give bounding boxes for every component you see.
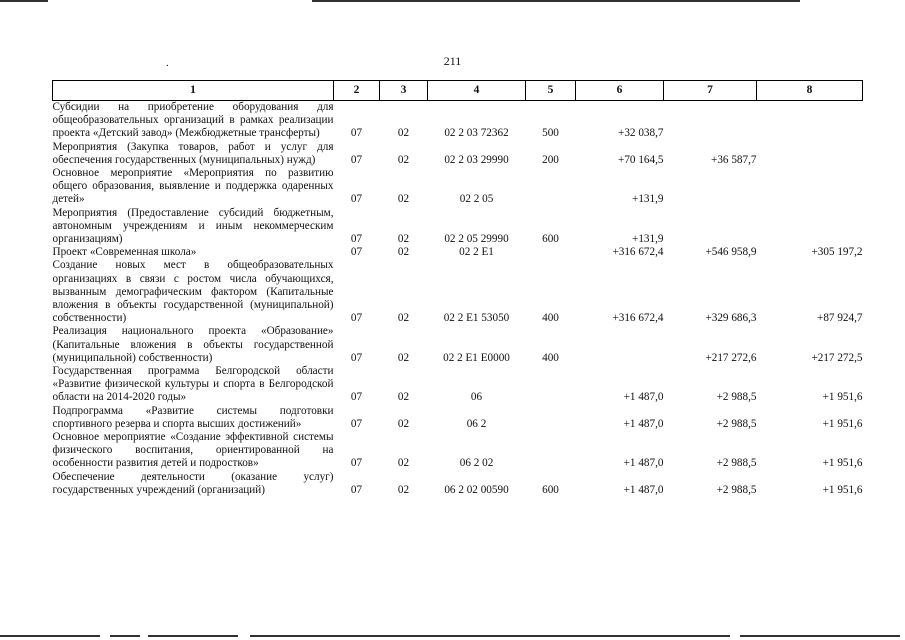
row-subsection: 02 <box>397 246 410 259</box>
row-section: 07 <box>350 417 363 430</box>
row-amount-6: +1 487,0 <box>623 417 664 430</box>
row-expense-type <box>526 246 576 259</box>
row-subsection: 02 <box>397 391 410 404</box>
row-section: 07 <box>350 127 363 140</box>
row-subsection: 02 <box>397 153 410 166</box>
row-amount-8 <box>757 101 863 141</box>
row-amount-7: +2 988,5 <box>716 483 757 496</box>
table-row <box>53 431 863 471</box>
row-description: Создание новых мест в общеобразовательных организациях в связи с ростом числа обучающихся, вызванным демографическим фактором (Капитальные вложения в объекты государственной (муниципальной) собственности) <box>52 259 334 325</box>
row-amount-8: +1 951,6 <box>822 483 863 496</box>
table-row <box>53 207 863 247</box>
row-subsection: 02 <box>397 127 410 140</box>
row-amount-7 <box>664 101 757 141</box>
row-expense-type: 500 <box>542 127 559 140</box>
table-row <box>53 167 863 207</box>
table-row <box>53 365 863 405</box>
row-section: 07 <box>350 312 363 325</box>
row-amount-6 <box>576 325 664 365</box>
row-description: Реализация национального проекта «Образование» (Капитальные вложения в объекты государственной (муниципальной) собственности) <box>52 325 334 364</box>
row-target-code: 02 2 E1 53050 <box>443 312 510 325</box>
row-amount-7: +2 988,5 <box>716 391 757 404</box>
row-amount-6: +1 487,0 <box>623 391 664 404</box>
table-row <box>53 325 863 365</box>
row-subsection: 02 <box>397 193 410 206</box>
row-amount-8 <box>757 167 863 207</box>
row-section: 07 <box>350 246 363 259</box>
row-amount-8: +1 951,6 <box>822 457 863 470</box>
row-description: Основное мероприятие «Создание эффективной системы физического воспитания, ориентированной на особенности развития детей и подростков» <box>52 431 334 470</box>
row-target-code: 02 2 03 72362 <box>444 127 509 140</box>
row-target-code: 02 2 03 29990 <box>444 153 509 166</box>
row-amount-6: +131,9 <box>632 233 664 246</box>
row-amount-7 <box>664 167 757 207</box>
row-amount-7: +329 686,3 <box>705 312 757 325</box>
scan-edge-bottom <box>0 635 905 638</box>
row-amount-8: +305 197,2 <box>811 246 863 259</box>
row-amount-7: +217 272,6 <box>705 351 757 364</box>
stray-dot: . <box>166 57 169 69</box>
row-expense-type: 600 <box>542 483 559 496</box>
table-row <box>53 246 863 259</box>
row-subsection: 02 <box>397 312 410 325</box>
row-target-code: 06 2 02 00590 <box>444 483 509 496</box>
budget-table <box>52 80 863 497</box>
row-expense-type <box>526 365 576 405</box>
row-description: Подпрограмма «Развитие системы подготовки спортивного резерва и спорта высших достижений» <box>52 404 334 430</box>
row-expense-type: 200 <box>542 153 559 166</box>
row-target-code: 06 <box>470 391 483 404</box>
row-section: 07 <box>350 153 363 166</box>
row-target-code: 02 2 E1 E0000 <box>443 351 510 364</box>
row-amount-6: +316 672,4 <box>612 246 664 259</box>
row-amount-8 <box>757 207 863 247</box>
row-subsection: 02 <box>397 351 410 364</box>
row-subsection: 02 <box>397 457 410 470</box>
header-col-7: 7 <box>664 81 757 101</box>
row-amount-7: +546 958,9 <box>705 246 757 259</box>
row-amount-8 <box>757 141 863 167</box>
row-target-code: 02 2 05 29990 <box>444 233 509 246</box>
row-section: 07 <box>350 233 363 246</box>
page-number: 211 <box>443 54 462 68</box>
row-description: Обеспечение деятельности (оказание услуг) государственных учреждений (организаций) <box>52 470 334 496</box>
row-expense-type <box>526 431 576 471</box>
row-section: 07 <box>350 483 363 496</box>
table-row <box>53 405 863 431</box>
row-description: Основное мероприятие «Мероприятия по развитию общего образования, выявление и поддержка одаренных детей» <box>52 167 334 206</box>
row-expense-type: 400 <box>542 351 559 364</box>
header-col-4: 4 <box>428 81 526 101</box>
row-target-code: 06 2 <box>466 417 487 430</box>
row-amount-7: +2 988,5 <box>716 457 757 470</box>
row-section: 07 <box>350 351 363 364</box>
row-amount-6: +32 038,7 <box>618 127 664 140</box>
row-expense-type: 600 <box>542 233 559 246</box>
row-amount-6: +1 487,0 <box>623 457 664 470</box>
header-col-5: 5 <box>526 81 576 101</box>
row-amount-6: +316 672,4 <box>612 312 664 325</box>
row-target-code: 02 2 E1 <box>459 246 494 259</box>
row-expense-type <box>526 405 576 431</box>
row-subsection: 02 <box>397 417 410 430</box>
row-amount-7: +36 587,7 <box>711 153 757 166</box>
row-expense-type <box>526 167 576 207</box>
table-row <box>53 101 863 141</box>
row-description: Субсидии на приобретение оборудования для общеобразовательных организаций в рамках реализации проекта «Детский завод» (Межбюджетные трансферты) <box>52 101 334 140</box>
header-col-8: 8 <box>757 81 863 101</box>
table-row <box>53 141 863 167</box>
row-description: Государственная программа Белгородской области «Развитие физической культуры и спорта в Белгородской области на 2014-2020 годы» <box>52 365 334 404</box>
header-col-2: 2 <box>334 81 380 101</box>
table-header-row <box>53 81 863 101</box>
row-description: Мероприятия (Предоставление субсидий бюджетным, автономным учреждениям и иным некоммерческим организациям) <box>52 206 334 246</box>
row-amount-7: +2 988,5 <box>716 417 757 430</box>
header-col-1: 1 <box>53 81 334 101</box>
row-subsection: 02 <box>397 483 410 496</box>
row-target-code: 06 2 02 <box>459 457 494 470</box>
row-target-code: 02 2 05 <box>459 193 494 206</box>
table-row <box>53 471 863 497</box>
header-col-3: 3 <box>380 81 428 101</box>
row-description: Мероприятия (Закупка товаров, работ и услуг для обеспечения государственных (муниципальных) нужд) <box>52 140 334 166</box>
row-amount-6: +131,9 <box>632 193 664 206</box>
row-amount-7 <box>664 207 757 247</box>
row-amount-6: +1 487,0 <box>623 483 664 496</box>
row-amount-6: +70 164,5 <box>618 153 664 166</box>
row-section: 07 <box>350 391 363 404</box>
row-expense-type: 400 <box>542 312 559 325</box>
row-amount-8: +217 272,5 <box>811 351 863 364</box>
row-description: Проект «Современная школа» <box>52 246 197 259</box>
row-section: 07 <box>350 457 363 470</box>
row-amount-8: +1 951,6 <box>822 391 863 404</box>
row-amount-8: +1 951,6 <box>822 417 863 430</box>
row-section: 07 <box>350 193 363 206</box>
row-subsection: 02 <box>397 233 410 246</box>
header-col-6: 6 <box>576 81 664 101</box>
row-amount-8: +87 924,7 <box>817 312 863 325</box>
table-row <box>53 259 863 325</box>
scan-edge-top <box>0 0 905 3</box>
